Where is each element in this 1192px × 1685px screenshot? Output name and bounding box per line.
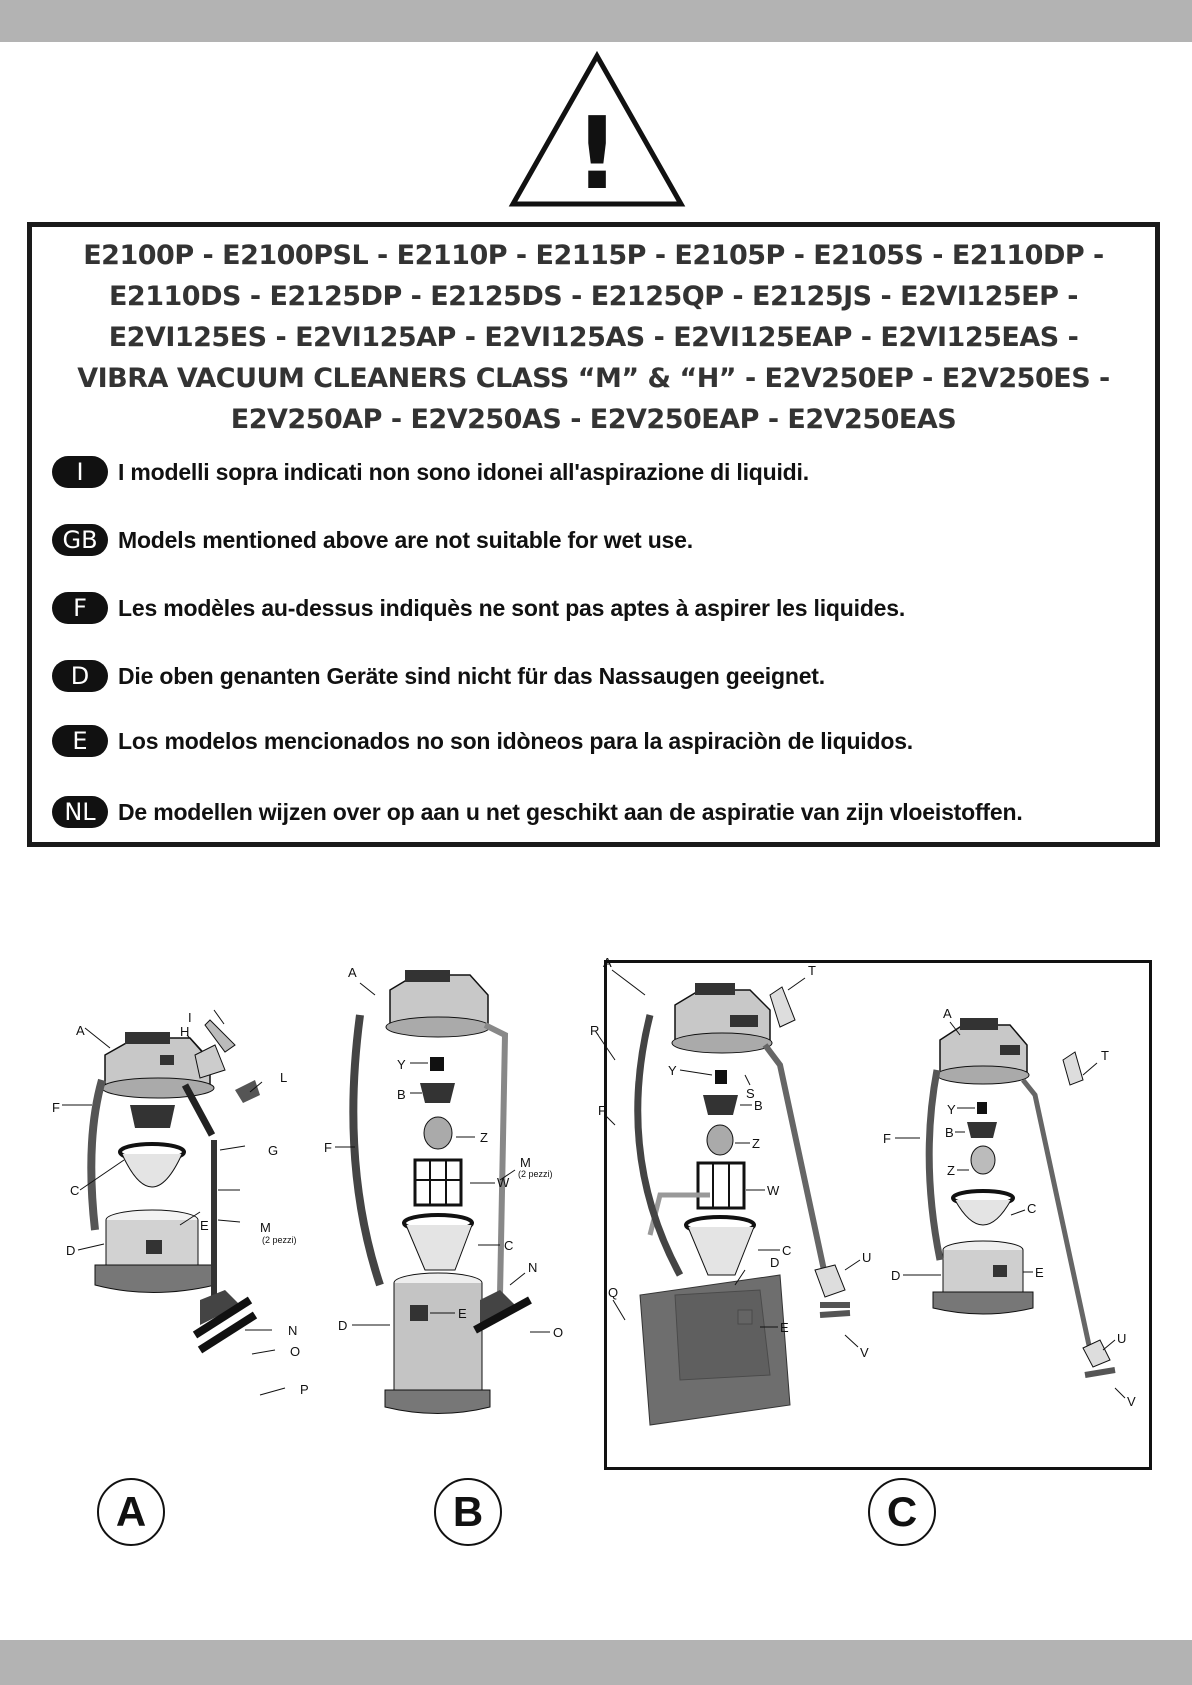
vacuum-c-right-drawing xyxy=(883,1006,1145,1410)
part-label: T xyxy=(808,963,816,978)
lang-text-nl: De modellen wijzen over op aan u net geschikt aan de aspiratie van zijn vloeistoffen. xyxy=(118,798,1023,825)
part-label: D xyxy=(891,1268,901,1283)
part-note: (2 pezzi) xyxy=(518,1169,553,1179)
part-label: I xyxy=(188,1010,192,1025)
part-label: D xyxy=(770,1255,780,1270)
part-label: C xyxy=(782,1243,792,1258)
lang-badge-es: E xyxy=(52,725,108,757)
part-label: U xyxy=(862,1250,872,1265)
part-label: W xyxy=(767,1183,780,1198)
lang-badge-de: D xyxy=(52,660,108,692)
warning-icon xyxy=(507,50,687,210)
lang-badge-nl: NL xyxy=(52,796,108,828)
part-label: Y xyxy=(397,1057,406,1072)
figure-a xyxy=(40,1000,340,1420)
model-line: E2V250AP - E2V250AS - E2V250EAP - E2V250EAS xyxy=(230,404,957,435)
part-label: C xyxy=(1027,1201,1037,1216)
part-label: L xyxy=(280,1070,288,1085)
part-label: Z xyxy=(752,1136,760,1151)
lang-badge-gb: GB xyxy=(52,524,108,556)
figure-a-caption: A xyxy=(97,1478,165,1546)
part-label: R xyxy=(590,1023,600,1038)
part-note: (2 pezzi) xyxy=(262,1235,297,1245)
part-label: E xyxy=(780,1320,789,1335)
lang-row-gb xyxy=(52,523,693,557)
lang-text-it: I modelli sopra indicati non sono idonei all'aspirazione di liquidi. xyxy=(118,458,809,485)
part-label: M xyxy=(260,1220,271,1235)
lang-badge-it: I xyxy=(52,456,108,488)
figure-c-left xyxy=(590,955,890,1455)
part-label: Y xyxy=(668,1063,677,1078)
lang-row-es xyxy=(52,724,913,758)
model-line: E2VI125ES - E2VI125AP - E2VI125AS - E2VI125EAP - E2VI125EAS - xyxy=(108,322,1079,353)
top-band xyxy=(0,0,1192,42)
lang-text-fr: Les modèles au-dessus indiquès ne sont pas aptes à aspirer les liquides. xyxy=(118,594,906,621)
part-label: V xyxy=(860,1345,869,1360)
figure-b-caption: B xyxy=(434,1478,502,1546)
lang-text-gb: Models mentioned above are not suitable for wet use. xyxy=(118,526,693,553)
part-label: D xyxy=(338,1318,348,1333)
part-label: E xyxy=(1035,1265,1044,1280)
part-label: M xyxy=(520,1155,531,1170)
part-label: C xyxy=(504,1238,514,1253)
lang-text-es: Los modelos mencionados no son idòneos para la aspiraciòn de liquidos. xyxy=(118,727,913,754)
part-label: Y xyxy=(947,1102,956,1117)
part-label: Z xyxy=(947,1163,955,1178)
part-label: V xyxy=(1127,1394,1136,1409)
part-label: U xyxy=(1117,1331,1127,1346)
part-label: A xyxy=(76,1023,85,1038)
part-label: W xyxy=(497,1175,510,1190)
figure-c-caption: C xyxy=(868,1478,936,1546)
vacuum-b-drawing xyxy=(324,965,610,1435)
part-label: Z xyxy=(480,1130,488,1145)
part-label: A xyxy=(943,1006,952,1021)
lang-row-fr xyxy=(52,591,905,625)
part-label: A xyxy=(348,965,357,980)
part-label: F xyxy=(598,1103,606,1118)
part-label: S xyxy=(746,1086,755,1101)
vacuum-a-drawing xyxy=(40,1000,340,1420)
part-label: C xyxy=(70,1183,80,1198)
model-line: E2110DS - E2125DP - E2125DS - E2125QP - E2125JS - E2VI125EP - xyxy=(108,281,1078,312)
part-label: E xyxy=(458,1306,467,1321)
part-label: Q xyxy=(608,1285,619,1300)
part-label: D xyxy=(66,1243,76,1258)
lang-row-it xyxy=(52,455,809,489)
part-label: B xyxy=(754,1098,763,1113)
model-line: VIBRA VACUUM CLEANERS CLASS “M” & “H” - E2V250EP - E2V250ES - xyxy=(77,363,1110,394)
part-label: N xyxy=(528,1260,538,1275)
lang-row-de xyxy=(52,659,825,693)
part-label: F xyxy=(324,1140,332,1155)
lang-badge-fr: F xyxy=(52,592,108,624)
part-label: T xyxy=(1101,1048,1109,1063)
part-label: E xyxy=(200,1218,209,1233)
part-label: A xyxy=(603,955,612,970)
part-label: N xyxy=(288,1323,298,1338)
part-label: B xyxy=(945,1125,954,1140)
part-label: F xyxy=(52,1100,60,1115)
part-label: P xyxy=(300,1382,309,1397)
lang-text-de: Die oben genanten Geräte sind nicht für das Nassaugen geeignet. xyxy=(118,662,825,689)
part-label: B xyxy=(397,1087,406,1102)
vacuum-c-left-drawing xyxy=(590,955,890,1455)
warning-mark: ! xyxy=(574,95,620,210)
part-label: H xyxy=(180,1024,190,1039)
part-label: G xyxy=(268,1143,279,1158)
part-label: O xyxy=(290,1344,301,1359)
figure-b xyxy=(324,965,610,1435)
bottom-band xyxy=(0,1640,1192,1685)
lang-row-nl xyxy=(52,795,1023,829)
model-list xyxy=(32,235,1155,440)
part-label: F xyxy=(883,1131,891,1146)
warning-box xyxy=(27,222,1160,847)
part-label: O xyxy=(553,1325,564,1340)
figure-c-right xyxy=(883,1006,1145,1410)
model-line: E2100P - E2100PSL - E2110P - E2115P - E2105P - E2105S - E2110DP - xyxy=(83,240,1104,271)
